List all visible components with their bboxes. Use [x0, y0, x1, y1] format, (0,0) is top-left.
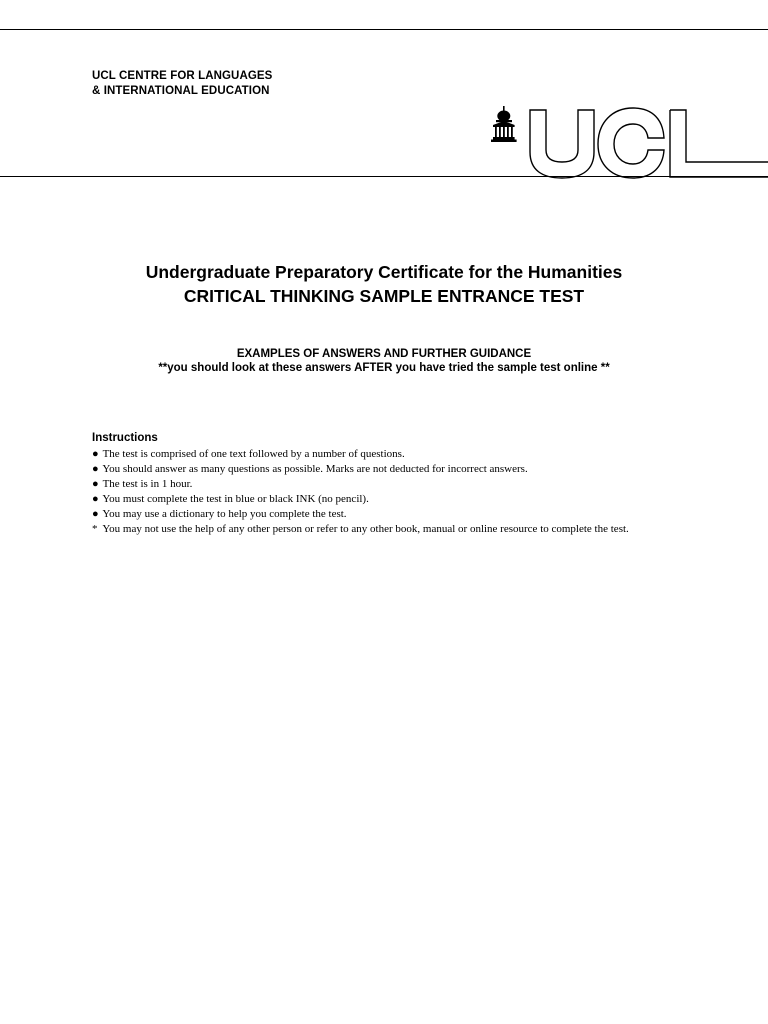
instruction-text: You must complete the test in blue or black INK (no pencil). [102, 493, 369, 505]
department-name [92, 69, 272, 98]
department-line-2: & INTERNATIONAL EDUCATION [92, 84, 270, 97]
instruction-item [92, 447, 692, 462]
instruction-text: You may use a dictionary to help you complete the test. [102, 508, 347, 520]
bullet-icon: ● [92, 493, 99, 505]
bullet-icon: * [92, 523, 98, 535]
instructions-heading: Instructions [92, 432, 158, 444]
guidance-heading: EXAMPLES OF ANSWERS AND FURTHER GUIDANCE [236, 348, 532, 360]
instruction-item [92, 477, 692, 492]
instruction-text: You may not use the help of any other person or refer to any other book, manual or online resource to complete the test. [102, 523, 629, 535]
instruction-item [92, 462, 692, 477]
document-subtitle: CRITICAL THINKING SAMPLE ENTRANCE TEST [183, 286, 585, 306]
instructions-section [92, 431, 692, 537]
bullet-icon: ● [92, 448, 99, 460]
bullet-icon: ● [92, 463, 99, 475]
instruction-text: The test is comprised of one text followed by a number of questions. [102, 448, 405, 460]
title-block [0, 260, 768, 308]
instruction-text: The test is in 1 hour. [102, 478, 193, 490]
bullet-icon: ● [92, 508, 99, 520]
header-rule [0, 176, 768, 177]
top-rule [0, 29, 768, 30]
guidance-note: **you should look at these answers AFTER you have tried the sample test online ** [158, 362, 610, 374]
portico-icon [491, 106, 517, 142]
bullet-icon: ● [92, 478, 99, 490]
department-line-1: UCL CENTRE FOR LANGUAGES [92, 70, 273, 82]
instruction-item [92, 492, 692, 507]
ucl-wordmark [530, 108, 768, 178]
instruction-text: You should answer as many questions as possible. Marks are not deducted for incorrect answers. [102, 463, 528, 475]
document-title: Undergraduate Preparatory Certificate for the Humanities [145, 262, 623, 282]
guidance-block [0, 347, 768, 375]
ucl-logo [490, 104, 768, 180]
instruction-item [92, 507, 692, 522]
instruction-item [92, 522, 692, 537]
